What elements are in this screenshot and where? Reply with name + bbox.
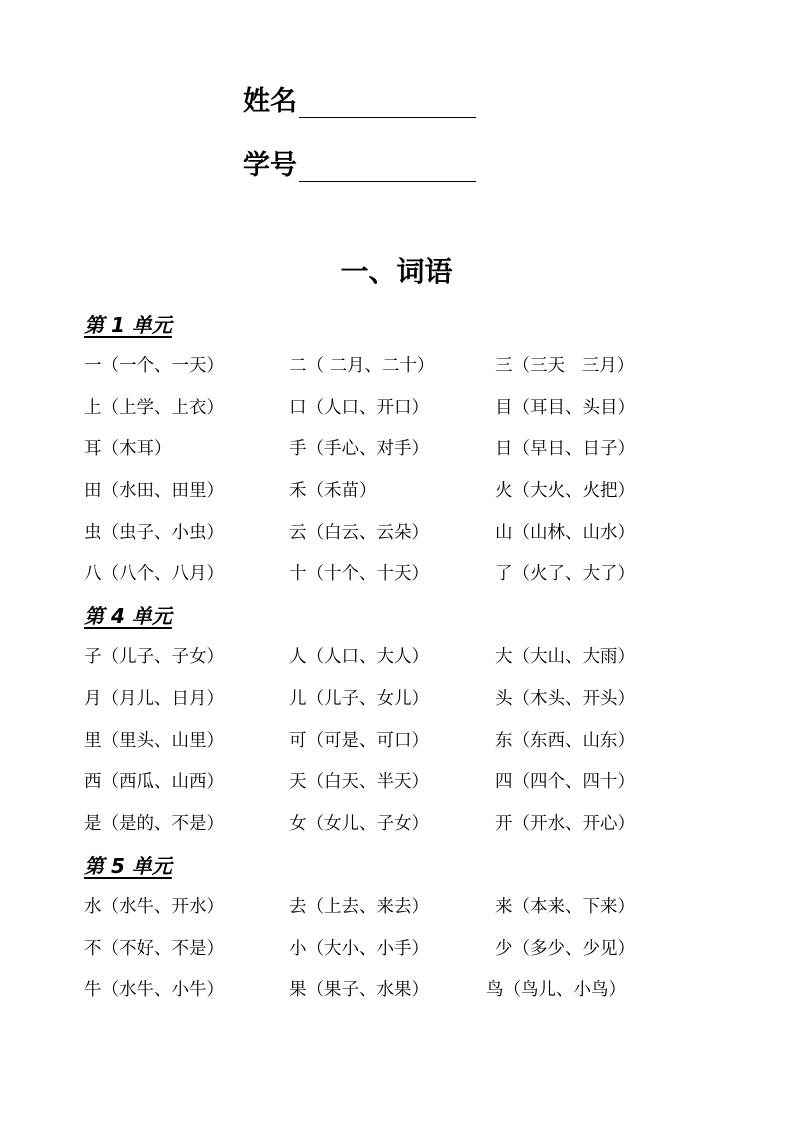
- word-entry: 是（是的、不是）: [84, 814, 224, 834]
- table-row: [84, 435, 704, 459]
- table-row: [84, 394, 704, 418]
- word-entry: 水（水牛、开水）: [84, 897, 224, 917]
- word-entry: 一（一个、一天）: [84, 356, 224, 376]
- table-row: [84, 976, 704, 1000]
- table-row: [84, 810, 704, 834]
- word-entry: 虫（虫子、小虫）: [84, 523, 224, 543]
- word-entry: 手（手心、对手）: [289, 439, 429, 459]
- word-entry: 了（火了、大了）: [495, 564, 635, 584]
- word-entry: 火（大火、火把）: [495, 481, 635, 501]
- table-row: [84, 685, 704, 709]
- name-label: 姓名: [243, 86, 297, 117]
- student-id-field: [243, 150, 476, 182]
- word-entry: 云（白云、云朵）: [289, 523, 429, 543]
- word-entry: 来（本来、下来）: [495, 897, 635, 917]
- word-entry: 大（大山、大雨）: [495, 647, 635, 667]
- student-id-label: 学号: [243, 150, 297, 181]
- table-row: [84, 352, 704, 376]
- unit-heading: 第 5 单元: [84, 854, 172, 878]
- unit-heading: 第 1 单元: [84, 313, 172, 337]
- word-entry: 开（开水、开心）: [495, 814, 635, 834]
- word-entry: 禾（禾苗）: [289, 481, 377, 501]
- table-row: [84, 768, 704, 792]
- table-row: [84, 560, 704, 584]
- word-entry: 西（西瓜、山西）: [84, 772, 224, 792]
- word-entry: 人（人口、大人）: [289, 647, 429, 667]
- table-row: [84, 643, 704, 667]
- word-entry: 果（果子、水果）: [289, 980, 429, 1000]
- table-row: [84, 935, 704, 959]
- word-entry: 二（ 二月、二十）: [289, 356, 435, 376]
- word-entry: 耳（木耳）: [84, 439, 172, 459]
- word-entry: 儿（儿子、女儿）: [289, 689, 429, 709]
- name-field: [243, 86, 476, 118]
- section-title: 一、词语: [340, 255, 453, 288]
- word-entry: 东（东西、山东）: [495, 731, 635, 751]
- word-entry: 去（上去、来去）: [289, 897, 429, 917]
- word-entry: 口（人口、开口）: [289, 398, 429, 418]
- word-entry: 天（白天、半天）: [289, 772, 429, 792]
- word-entry: 牛（水牛、小牛）: [84, 980, 224, 1000]
- word-entry: 子（儿子、子女）: [84, 647, 224, 667]
- word-entry: 鸟（鸟儿、小鸟）: [486, 980, 626, 1000]
- word-entry: 女（女儿、子女）: [289, 814, 429, 834]
- word-entry: 四（四个、四十）: [495, 772, 635, 792]
- word-entry: 少（多少、少见）: [495, 939, 635, 959]
- word-entry: 三（三天 三月）: [495, 356, 635, 376]
- student-id-blank-line[interactable]: [299, 153, 476, 182]
- word-entry: 目（耳目、头目）: [495, 398, 635, 418]
- word-entry: 田（水田、田里）: [84, 481, 224, 501]
- word-entry: 上（上学、上衣）: [84, 398, 224, 418]
- word-entry: 头（木头、开头）: [495, 689, 635, 709]
- table-row: [84, 519, 704, 543]
- word-entry: 日（早日、日子）: [495, 439, 635, 459]
- name-blank-line[interactable]: [299, 89, 476, 118]
- word-entry: 小（大小、小手）: [289, 939, 429, 959]
- word-entry: 里（里头、山里）: [84, 731, 224, 751]
- word-entry: 月（月儿、日月）: [84, 689, 224, 709]
- table-row: [84, 727, 704, 751]
- unit-heading: 第 4 单元: [84, 604, 172, 628]
- word-entry: 十（十个、十天）: [289, 564, 429, 584]
- word-entry: 山（山林、山水）: [495, 523, 635, 543]
- word-entry: 不（不好、不是）: [84, 939, 224, 959]
- word-entry: 可（可是、可口）: [289, 731, 429, 751]
- word-entry: 八（八个、八月）: [84, 564, 224, 584]
- table-row: [84, 477, 704, 501]
- table-row: [84, 893, 704, 917]
